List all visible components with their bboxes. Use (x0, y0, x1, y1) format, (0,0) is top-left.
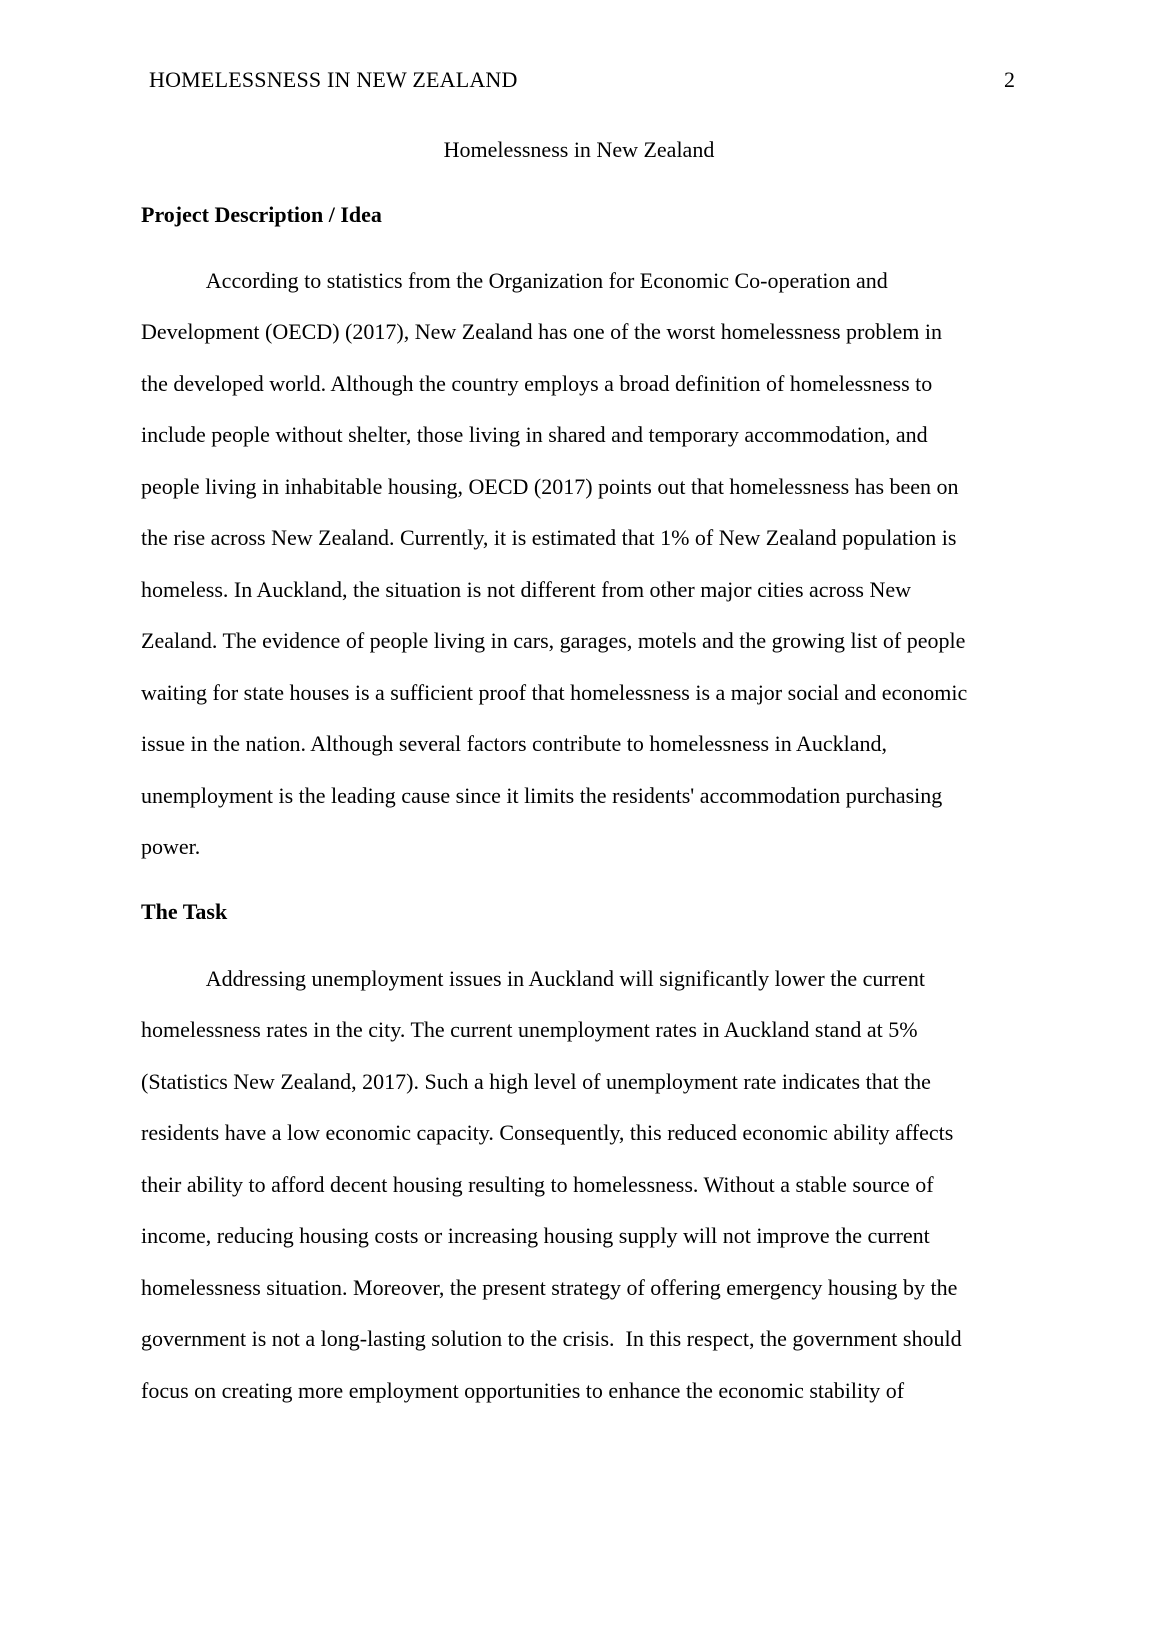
paragraph-line: Development (OECD) (2017), New Zealand has one of the worst homelessness problem in (141, 319, 942, 344)
paragraph-line: the rise across New Zealand. Currently, it is estimated that 1% of New Zealand population is (141, 525, 957, 550)
document-title: Homelessness in New Zealand (443, 137, 715, 162)
running-head: HOMELESSNESS IN NEW ZEALAND (149, 67, 518, 92)
paragraph-line: income, reducing housing costs or increasing housing supply will not improve the current (141, 1223, 930, 1248)
paragraph-line: focus on creating more employment opportunities to enhance the economic stability of (141, 1378, 905, 1403)
paragraph-line: waiting for state houses is a sufficient proof that homelessness is a major social and economic (141, 680, 968, 705)
paragraph-line: homelessness rates in the city. The current unemployment rates in Auckland stand at 5% (141, 1017, 918, 1042)
paragraph-line: issue in the nation. Although several factors contribute to homelessness in Auckland, (141, 731, 888, 756)
paragraph-line: homelessness situation. Moreover, the present strategy of offering emergency housing by the (141, 1275, 958, 1300)
paragraph-line: Addressing unemployment issues in Auckland will significantly lower the current (141, 966, 925, 991)
paragraph-line: the developed world. Although the country employs a broad definition of homelessness to (141, 371, 933, 396)
section-heading-project-description: Project Description / Idea (141, 202, 382, 227)
page-number: 2 (1004, 67, 1015, 92)
paragraph-line: homeless. In Auckland, the situation is not different from other major cities across New (141, 577, 912, 602)
paragraph-line: unemployment is the leading cause since it limits the residents' accommodation purchasing (141, 783, 943, 808)
paragraph-line: power. (141, 834, 201, 859)
section-heading-the-task: The Task (141, 899, 228, 924)
paragraph-line: According to statistics from the Organization for Economic Co-operation and (141, 268, 888, 293)
paragraph-line: residents have a low economic capacity. Consequently, this reduced economic ability affects (141, 1120, 954, 1145)
paragraph-line: government is not a long-lasting solution to the crisis. In this respect, the government should (141, 1326, 962, 1351)
paragraph-line: Zealand. The evidence of people living in cars, garages, motels and the growing list of people (141, 628, 966, 653)
paragraph-line: (Statistics New Zealand, 2017). Such a high level of unemployment rate indicates that the (141, 1069, 931, 1094)
paragraph-line: people living in inhabitable housing, OECD (2017) points out that homelessness has been on (141, 474, 959, 499)
paragraph-line: include people without shelter, those living in shared and temporary accommodation, and (141, 422, 928, 447)
paragraph-line: their ability to afford decent housing resulting to homelessness. Without a stable source of (141, 1172, 934, 1197)
